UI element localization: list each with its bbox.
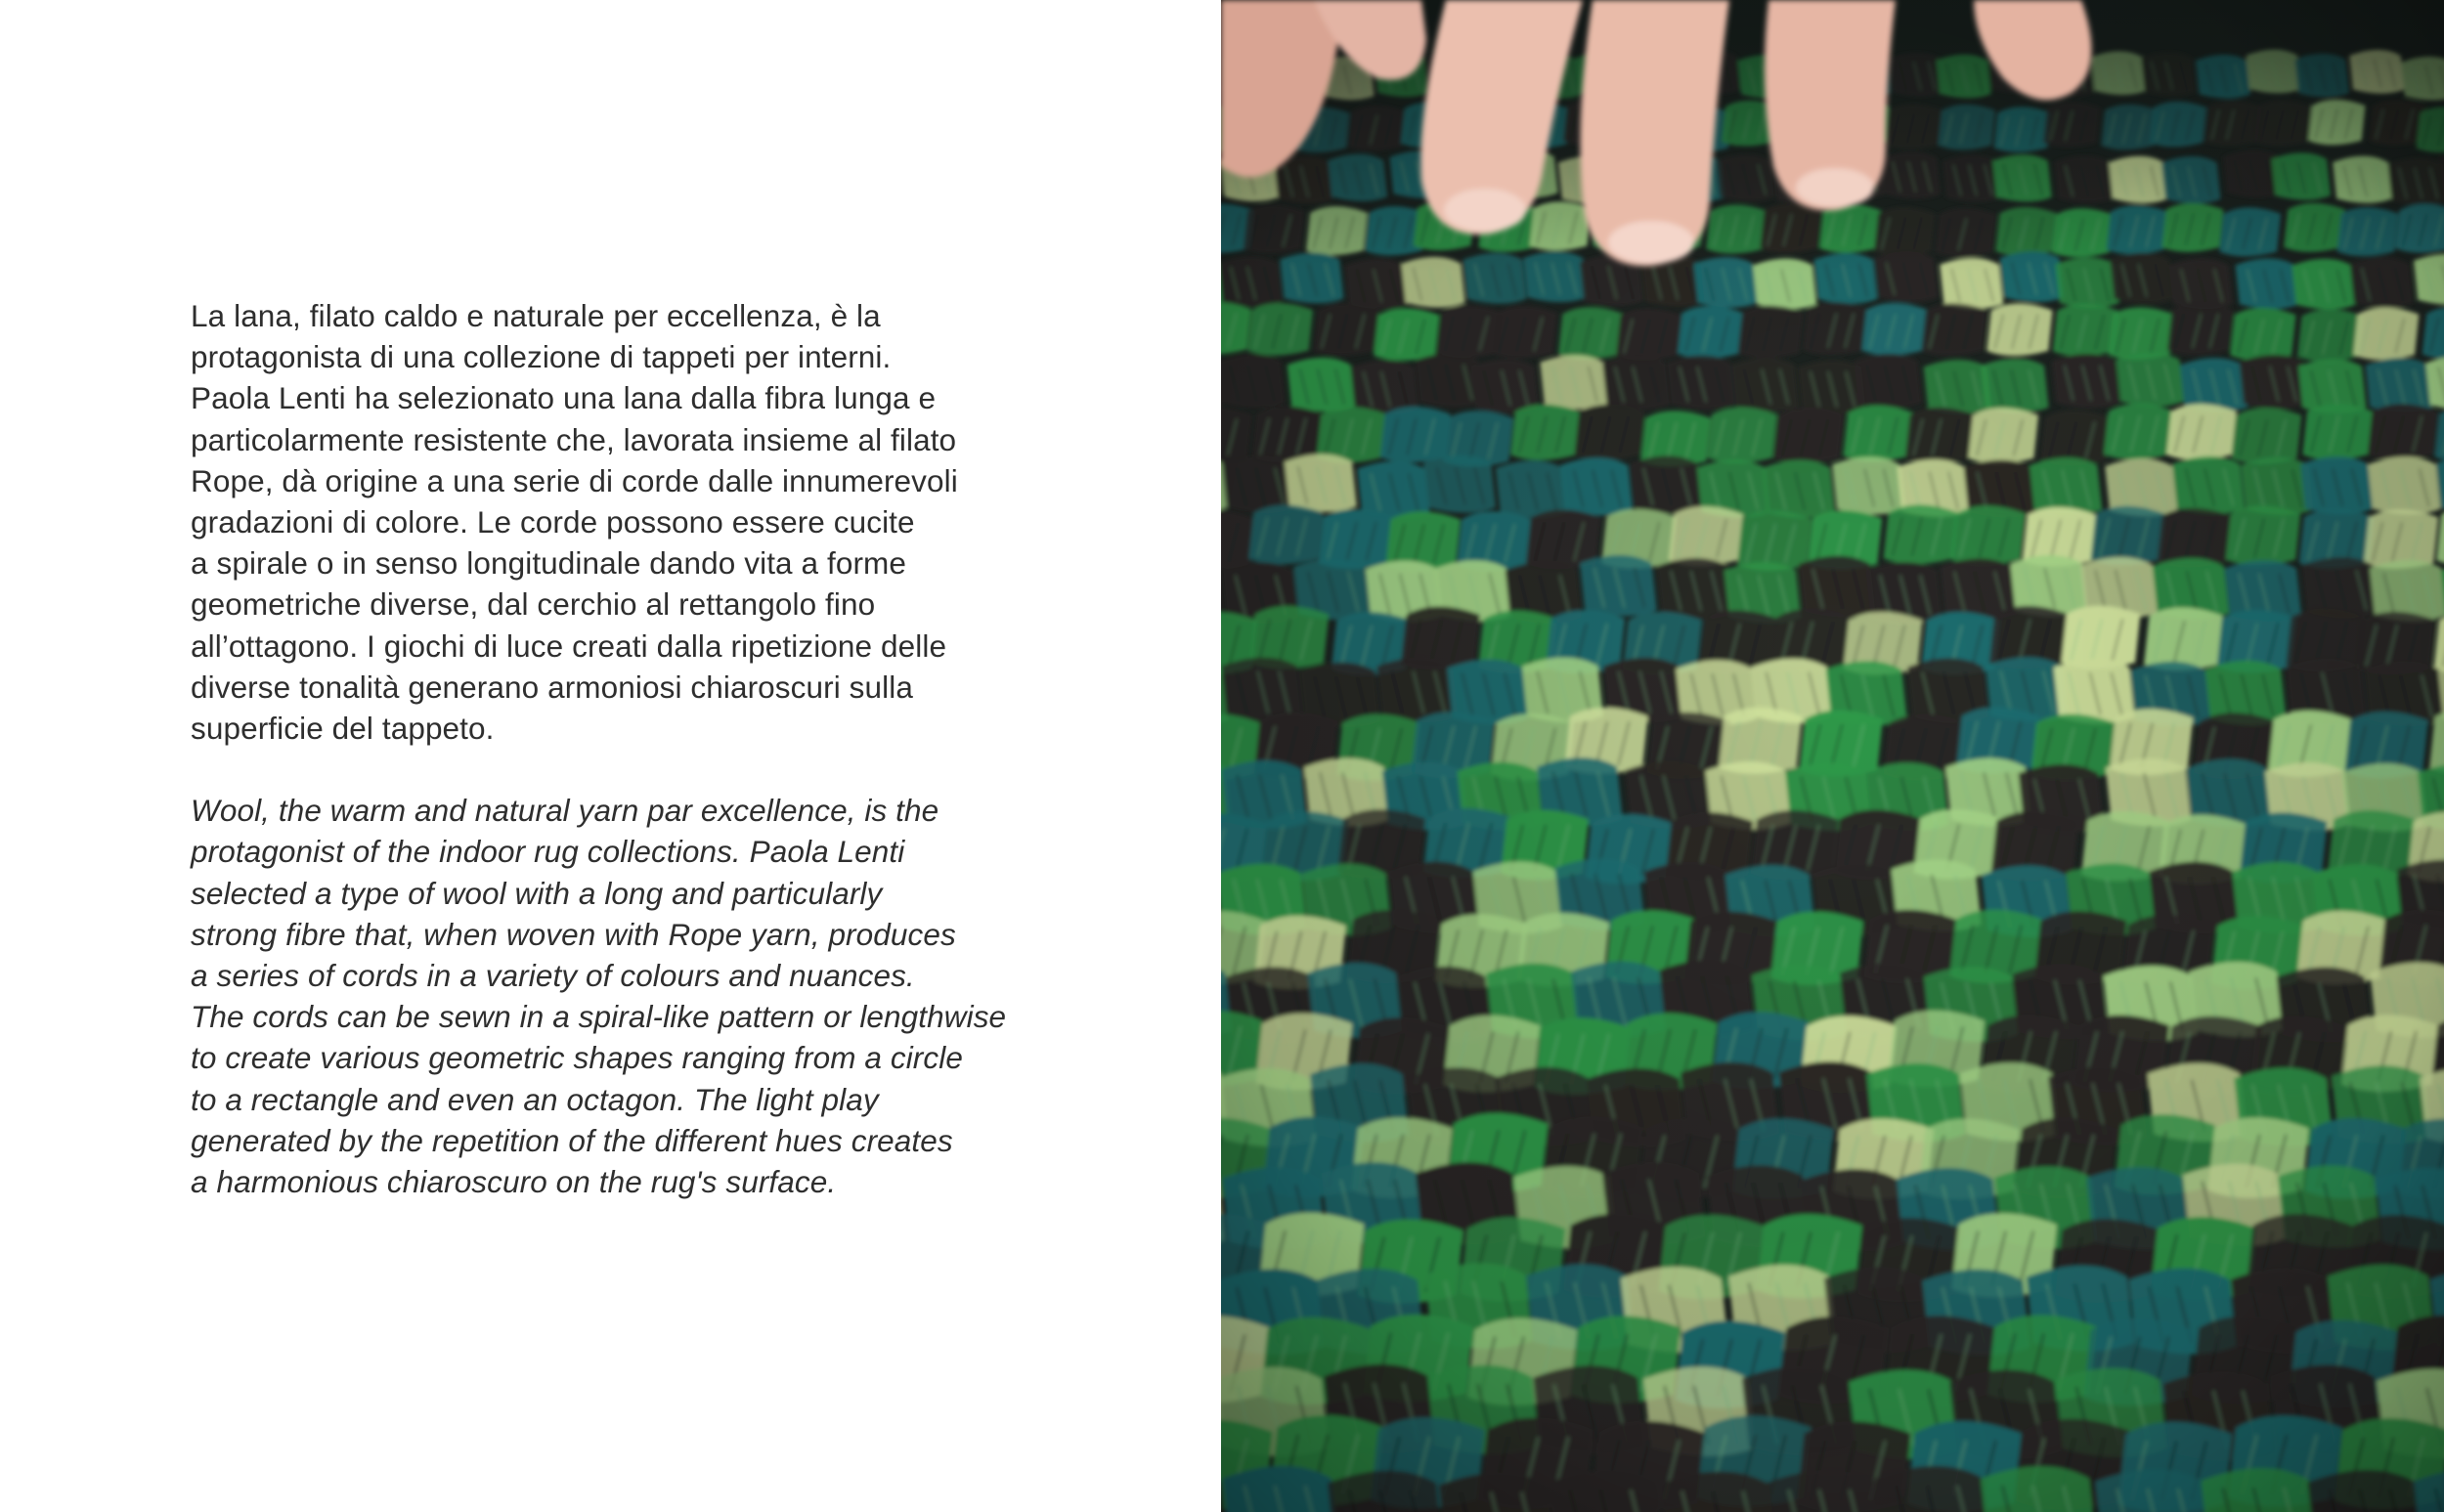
english-line: generated by the repetition of the different hues creates [191, 1122, 953, 1158]
italian-line: gradazioni di colore. Le corde possono essere cucite [191, 504, 915, 540]
english-paragraph [191, 790, 1070, 1202]
text-column [191, 295, 1070, 1202]
italian-line: a spirale o in senso longitudinale dando vita a forme [191, 545, 907, 582]
english-line: strong fibre that, when woven with Rope yarn, produces [191, 916, 956, 952]
italian-line: particolarmente resistente che, lavorata insieme al filato [191, 421, 957, 457]
english-line: to a rectangle and even an octagon. The light play [191, 1081, 879, 1117]
photo-vignette [1221, 0, 2444, 1512]
italian-line: Paola Lenti ha selezionato una lana dalla fibra lunga e [191, 380, 937, 416]
italian-line: diverse tonalità generano armoniosi chiaroscuri sulla [191, 669, 913, 705]
text-page [0, 0, 1221, 1512]
english-line: protagonist of the indoor rug collections. Paola Lenti [191, 834, 905, 870]
italian-line: geometriche diverse, dal cerchio al rettangolo fino [191, 586, 876, 623]
italian-line: superficie del tappeto. [191, 711, 495, 747]
italian-line: Rope, dà origine a una serie di corde dalle innumerevoli [191, 462, 958, 498]
fingernail [1444, 189, 1526, 232]
english-line: a harmonious chiaroscuro on the rug's surface. [191, 1164, 837, 1200]
fingernail [1796, 168, 1874, 207]
english-line: The cords can be sewn in a spiral-like pattern or lengthwise [191, 999, 1007, 1035]
italian-paragraph [191, 295, 1070, 749]
italian-line: all’ottagono. I giochi di luce creati dalla ripetizione delle [191, 627, 947, 664]
italian-line: protagonista di una collezione di tappeti per interni. [191, 339, 892, 375]
woven-rug-image [1221, 0, 2444, 1512]
english-line: selected a type of wool with a long and particularly [191, 875, 883, 911]
english-line: a series of cords in a variety of colours and nuances. [191, 958, 915, 994]
italian-line: La lana, filato caldo e naturale per eccellenza, è la [191, 298, 881, 333]
rug-photo [1221, 0, 2444, 1512]
english-line: Wool, the warm and natural yarn par excellence, is the [191, 793, 939, 829]
fingernail [1608, 221, 1694, 264]
english-line: to create various geometric shapes ranging from a circle [191, 1040, 963, 1076]
